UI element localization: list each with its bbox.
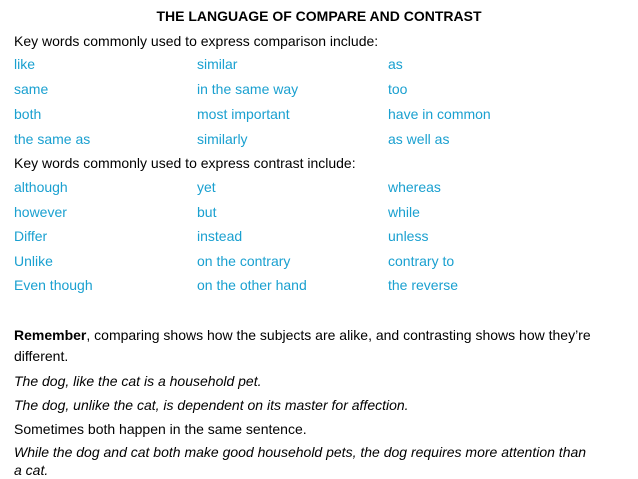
contrast-word: on the other hand [197,277,307,293]
compare-row [14,105,624,123]
compare-word: same [14,81,49,97]
compare-word: like [14,56,36,72]
compare-word: in the same way [197,81,299,97]
compare-word: both [14,106,42,122]
contrast-word: contrary to [388,253,455,269]
contrast-word: while [388,204,420,220]
example-sentence-like: The dog, like the cat is a household pet. [14,373,262,389]
contrast-word: unless [388,228,429,244]
compare-word: have in common [388,106,491,122]
compare-row [14,80,624,98]
contrast-word: although [14,179,68,195]
example-sentence-both: While the dog and cat both make good household pets, the dog requires more attention than a cat. [14,444,587,478]
contrast-row [14,178,624,196]
both-note: Sometimes both happen in the same sentence. [14,421,307,437]
contrast-row [14,276,624,294]
contrast-intro: Key words commonly used to express contrast include: [14,155,356,171]
contrast-word: whereas [388,179,441,195]
compare-word: the same as [14,131,91,147]
compare-word: most important [197,106,290,122]
compare-row [14,130,624,148]
contrast-row [14,203,624,221]
contrast-word: on the contrary [197,253,291,269]
compare-word: similarly [197,131,248,147]
remember-paragraph [14,325,594,367]
remember-text: , comparing shows how the subjects are alike, and contrasting shows how they’re different. [14,327,591,364]
contrast-word: but [197,204,217,220]
contrast-word: yet [197,179,216,195]
contrast-word: Differ [14,228,48,244]
contrast-row [14,252,624,270]
contrast-word: Unlike [14,253,53,269]
compare-word: similar [197,56,238,72]
contrast-word: Even though [14,277,93,293]
compare-intro: Key words commonly used to express comparison include: [14,33,379,49]
page-title: THE LANGUAGE OF COMPARE AND CONTRAST [156,8,482,24]
contrast-word: the reverse [388,277,459,293]
compare-row [14,55,624,73]
compare-word: too [388,81,408,97]
compare-word: as well as [388,131,450,147]
compare-word: as [388,56,403,72]
contrast-row [14,227,624,245]
example-sentence-unlike: The dog, unlike the cat, is dependent on its master for affection. [14,397,409,413]
contrast-word: however [14,204,67,220]
contrast-word: instead [197,228,243,244]
remember-label: Remember [14,327,87,343]
